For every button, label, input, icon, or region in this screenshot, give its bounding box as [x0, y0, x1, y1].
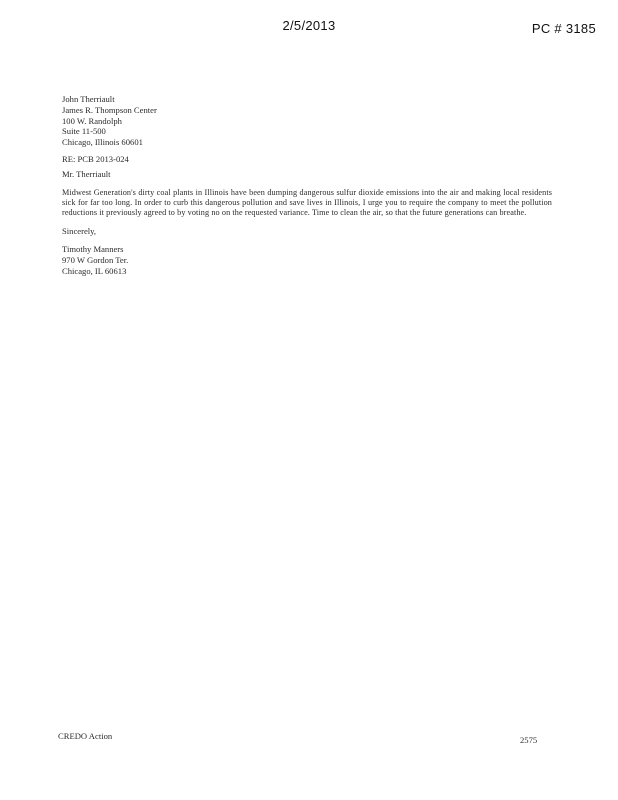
closing: Sincerely,	[62, 225, 97, 236]
sender-address	[62, 244, 552, 276]
recipient-name: John Therriault	[62, 94, 115, 104]
salutation: Mr. Therriault	[62, 168, 111, 179]
recipient-street: 100 W. Randolph	[62, 115, 122, 126]
sender-street: 970 W Gordon Ter.	[62, 255, 129, 266]
pc-number: PC # 3185	[531, 21, 596, 36]
footer-page-number: 2575	[520, 735, 538, 745]
page-date: 2/5/2013	[282, 18, 336, 33]
letter-paragraph: Midwest Generation's dirty coal plants in Illinois have been dumping dangerous sulfur dioxide emissions into the air and making local residents sick for far too long. In order to curb this dangerous pollution and save lives in Illinois, I urge you to require the company to meet the pollution reductions it previously agreed to by voting no on the requested variance. Time to clean the air, so that the future generations can breathe.	[62, 187, 552, 217]
reference-line: RE: PCB 2013-024	[62, 153, 129, 164]
sender-city: Chicago, IL 60613	[62, 265, 127, 276]
footer-organization: CREDO Action	[58, 731, 113, 741]
recipient-city: Chicago, Illinois 60601	[62, 137, 143, 148]
recipient-building: James R. Thompson Center	[62, 104, 157, 115]
letter-body	[62, 94, 552, 277]
recipient-address	[62, 94, 552, 148]
recipient-suite: Suite 11-500	[62, 126, 106, 137]
sender-name: Timothy Manners	[62, 244, 124, 255]
